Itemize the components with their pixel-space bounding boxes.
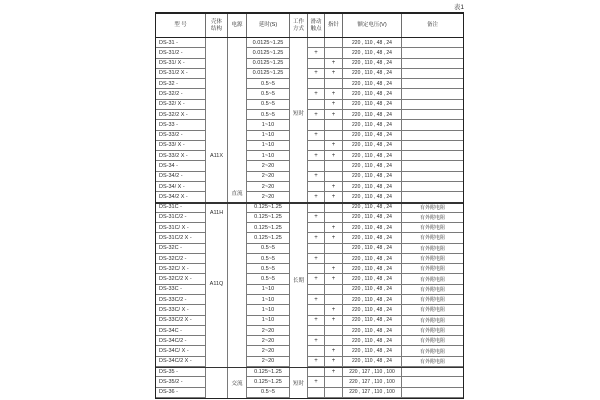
model-cell: DS-31C/ X - — [156, 223, 206, 233]
table-row — [156, 48, 463, 58]
remark-cell — [402, 120, 463, 130]
slide-contact-cell: + — [308, 192, 325, 202]
table-row — [156, 161, 463, 171]
voltage-cell: 220 , 110 , 48 , 24 — [343, 316, 402, 326]
pointer-cell: + — [325, 305, 343, 315]
model-cell: DS-34C/ X - — [156, 346, 206, 356]
model-cell: DS-33C/ X - — [156, 305, 206, 315]
voltage-cell: 220 , 110 , 48 , 24 — [343, 223, 402, 233]
slide-contact-cell: + — [308, 131, 325, 141]
model-cell: DS-32C/ X - — [156, 264, 206, 274]
model-cell: DS-31C - — [156, 203, 206, 213]
voltage-cell: 220 , 110 , 48 , 24 — [343, 244, 402, 254]
pointer-cell: + — [325, 357, 343, 367]
table-row — [156, 316, 463, 326]
remark-cell — [402, 161, 463, 171]
delay-cell: 0.125~1.25 — [247, 377, 290, 387]
voltage-cell: 220 , 110 , 48 , 24 — [343, 264, 402, 274]
model-cell: DS-35 - — [156, 367, 206, 377]
header-rated-voltage: 额定电压(V) — [343, 14, 402, 37]
remark-cell — [402, 151, 463, 161]
slide-contact-cell: + — [308, 213, 325, 223]
delay-cell: 0.5~5 — [247, 244, 290, 254]
remark-cell — [402, 367, 463, 377]
pointer-cell: + — [325, 182, 343, 192]
pointer-cell — [325, 79, 343, 89]
voltage-cell: 220 , 110 , 48 , 24 — [343, 151, 402, 161]
pointer-cell — [325, 254, 343, 264]
slide-contact-cell — [308, 388, 325, 398]
remark-cell: 有外附电阻 — [402, 274, 463, 284]
remark-cell: 有外附电阻 — [402, 285, 463, 295]
slide-contact-cell — [308, 223, 325, 233]
model-cell: DS-33/2 X - — [156, 151, 206, 161]
voltage-cell: 220 , 110 , 48 , 24 — [343, 89, 402, 99]
slide-contact-cell — [308, 141, 325, 151]
delay-cell: 0.0125~1.25 — [247, 69, 290, 79]
model-cell: DS-31C/2 X - — [156, 233, 206, 243]
slide-contact-cell: + — [308, 295, 325, 305]
remark-cell: 有外附电阻 — [402, 244, 463, 254]
remark-cell — [402, 131, 463, 141]
delay-cell: 2~20 — [247, 336, 290, 346]
table-row — [156, 326, 463, 336]
model-cell: DS-33/2 - — [156, 131, 206, 141]
pointer-cell: + — [325, 100, 343, 110]
table-row — [156, 79, 463, 89]
slide-contact-cell — [308, 59, 325, 69]
power-type-label: 交流 — [231, 380, 243, 387]
slide-contact-cell: + — [308, 336, 325, 346]
voltage-cell: 220 , 110 , 48 , 24 — [343, 192, 402, 202]
remark-cell — [402, 110, 463, 120]
remark-cell — [402, 59, 463, 69]
slide-contact-cell — [308, 285, 325, 295]
table-row — [156, 274, 463, 284]
delay-cell: 0.0125~1.25 — [247, 38, 290, 48]
pointer-cell: + — [325, 59, 343, 69]
delay-cell: 0.5~5 — [247, 254, 290, 264]
model-cell: DS-34C/2 X - — [156, 357, 206, 367]
table-row — [156, 223, 463, 233]
table-row — [156, 120, 463, 130]
delay-cell: 0.5~5 — [247, 79, 290, 89]
voltage-cell: 220 , 110 , 48 , 24 — [343, 110, 402, 120]
power-column — [228, 38, 247, 398]
remark-cell: 有外附电阻 — [402, 295, 463, 305]
pointer-cell — [325, 38, 343, 48]
table-row — [156, 388, 463, 398]
delay-cell: 0.5~5 — [247, 274, 290, 284]
model-cell: DS-36 - — [156, 388, 206, 398]
header-model: 型 号 — [156, 14, 206, 37]
pointer-cell — [325, 388, 343, 398]
work-mode-label: 长期 — [292, 277, 304, 284]
pointer-cell: + — [325, 233, 343, 243]
table-row — [156, 377, 463, 387]
remark-cell: 有外附电阻 — [402, 336, 463, 346]
pointer-cell — [325, 161, 343, 171]
voltage-cell: 220 , 110 , 48 , 24 — [343, 120, 402, 130]
model-cell: DS-32C/2 X - — [156, 274, 206, 284]
delay-cell: 1~10 — [247, 305, 290, 315]
delay-cell: 1~10 — [247, 295, 290, 305]
header-power: 电源 — [228, 14, 247, 37]
model-cell: DS-32/ X - — [156, 100, 206, 110]
table-row — [156, 244, 463, 254]
model-cell: DS-32 - — [156, 79, 206, 89]
table-row — [156, 131, 463, 141]
voltage-cell: 220 , 110 , 48 , 24 — [343, 161, 402, 171]
table-row — [156, 141, 463, 151]
voltage-cell: 220 , 110 , 48 , 24 — [343, 69, 402, 79]
voltage-cell: 220 , 127 , 110 , 100 — [343, 367, 402, 377]
table-row — [156, 100, 463, 110]
work-mode-label: 短时 — [292, 380, 304, 387]
pointer-cell — [325, 203, 343, 213]
remark-cell — [402, 79, 463, 89]
remark-cell — [402, 48, 463, 58]
table-row — [156, 264, 463, 274]
slide-contact-cell — [308, 38, 325, 48]
slide-contact-cell — [308, 161, 325, 171]
pointer-cell — [325, 48, 343, 58]
pointer-cell: + — [325, 69, 343, 79]
shell-type-label: A11H — [209, 209, 224, 216]
model-cell: DS-32/2 X - — [156, 110, 206, 120]
table-row — [156, 151, 463, 161]
model-cell: DS-31/ X - — [156, 59, 206, 69]
delay-cell: 2~20 — [247, 172, 290, 182]
delay-cell: 1~10 — [247, 141, 290, 151]
table-row — [156, 89, 463, 99]
remark-cell: 有外附电阻 — [402, 305, 463, 315]
remark-cell — [402, 69, 463, 79]
remark-cell: 有外附电阻 — [402, 254, 463, 264]
work-mode-label: 短时 — [292, 111, 304, 118]
voltage-cell: 220 , 110 , 48 , 24 — [343, 172, 402, 182]
voltage-cell: 220 , 110 , 48 , 24 — [343, 305, 402, 315]
relay-spec-table — [155, 12, 464, 399]
header-pointer: 指针 — [325, 14, 343, 37]
voltage-cell: 220 , 110 , 48 , 24 — [343, 131, 402, 141]
voltage-cell: 220 , 110 , 48 , 24 — [343, 203, 402, 213]
model-cell: DS-33C/2 - — [156, 295, 206, 305]
pointer-cell: + — [325, 274, 343, 284]
table-row — [156, 357, 463, 367]
voltage-cell: 220 , 110 , 48 , 24 — [343, 182, 402, 192]
slide-contact-cell — [308, 244, 325, 254]
slide-contact-cell — [308, 346, 325, 356]
delay-cell: 2~20 — [247, 161, 290, 171]
slide-contact-cell: + — [308, 233, 325, 243]
model-cell: DS-32/2 - — [156, 89, 206, 99]
pointer-cell — [325, 120, 343, 130]
delay-cell: 2~20 — [247, 346, 290, 356]
table-row — [156, 346, 463, 356]
work-mode-column — [290, 38, 308, 398]
remark-cell — [402, 388, 463, 398]
table-row — [156, 59, 463, 69]
table-header-row — [156, 14, 463, 38]
shell-structure-column — [206, 38, 228, 398]
pointer-cell — [325, 131, 343, 141]
voltage-cell: 220 , 110 , 48 , 24 — [343, 100, 402, 110]
table-row — [156, 38, 463, 48]
delay-cell: 0.5~5 — [247, 388, 290, 398]
delay-cell: 0.0125~1.25 — [247, 59, 290, 69]
slide-contact-cell: + — [308, 110, 325, 120]
slide-contact-cell: + — [308, 377, 325, 387]
slide-contact-cell: + — [308, 274, 325, 284]
slide-contact-cell: + — [308, 151, 325, 161]
pointer-cell — [325, 336, 343, 346]
pointer-cell: + — [325, 367, 343, 377]
delay-cell: 0.125~1.25 — [247, 233, 290, 243]
model-cell: DS-34C - — [156, 326, 206, 336]
table-row — [156, 254, 463, 264]
delay-cell: 0.5~5 — [247, 264, 290, 274]
slide-contact-cell — [308, 120, 325, 130]
voltage-cell: 220 , 110 , 48 , 24 — [343, 59, 402, 69]
remark-cell — [402, 182, 463, 192]
voltage-cell: 220 , 110 , 48 , 24 — [343, 346, 402, 356]
model-cell: DS-35/2 - — [156, 377, 206, 387]
voltage-cell: 220 , 110 , 48 , 24 — [343, 48, 402, 58]
pointer-cell — [325, 213, 343, 223]
slide-contact-cell — [308, 367, 325, 377]
slide-contact-cell — [308, 203, 325, 213]
delay-cell: 1~10 — [247, 131, 290, 141]
delay-cell: 2~20 — [247, 357, 290, 367]
remark-cell — [402, 89, 463, 99]
delay-cell: 0.125~1.25 — [247, 223, 290, 233]
slide-contact-cell — [308, 182, 325, 192]
slide-contact-cell: + — [308, 316, 325, 326]
remark-cell: 有外附电阻 — [402, 326, 463, 336]
table-row — [156, 192, 463, 202]
model-cell: DS-31/2 - — [156, 48, 206, 58]
slide-contact-cell: + — [308, 89, 325, 99]
remark-cell: 有外附电阻 — [402, 357, 463, 367]
pointer-cell: + — [325, 264, 343, 274]
remark-cell — [402, 172, 463, 182]
voltage-cell: 220 , 110 , 48 , 24 — [343, 326, 402, 336]
slide-contact-cell: + — [308, 357, 325, 367]
table-row — [156, 110, 463, 120]
pointer-cell: + — [325, 346, 343, 356]
voltage-cell: 220 , 127 , 110 , 100 — [343, 388, 402, 398]
remark-cell: 有外附电阻 — [402, 346, 463, 356]
delay-cell: 1~10 — [247, 316, 290, 326]
header-remark: 备注 — [426, 22, 438, 28]
remark-cell: 有外附电阻 — [402, 264, 463, 274]
model-cell: DS-31/2 X - — [156, 69, 206, 79]
remark-cell — [402, 192, 463, 202]
delay-cell: 0.5~5 — [247, 110, 290, 120]
pointer-cell: + — [325, 316, 343, 326]
pointer-cell: + — [325, 223, 343, 233]
model-cell: DS-33/ X - — [156, 141, 206, 151]
slide-contact-cell: + — [308, 254, 325, 264]
model-cell: DS-34/2 X - — [156, 192, 206, 202]
header-sliding-contact: 滑动 触点 — [308, 14, 325, 37]
delay-cell: 0.5~5 — [247, 100, 290, 110]
slide-contact-cell: + — [308, 48, 325, 58]
model-cell: DS-32C/2 - — [156, 254, 206, 264]
table-row — [156, 336, 463, 346]
slide-contact-cell: + — [308, 69, 325, 79]
remark-cell: 有外附电阻 — [402, 233, 463, 243]
model-cell: DS-33C/2 X - — [156, 316, 206, 326]
delay-cell: 1~10 — [247, 285, 290, 295]
pointer-cell — [325, 285, 343, 295]
voltage-cell: 220 , 110 , 48 , 24 — [343, 274, 402, 284]
delay-cell: 0.0125~1.25 — [247, 48, 290, 58]
table-row — [156, 295, 463, 305]
remark-cell: 有外附电阻 — [402, 213, 463, 223]
delay-cell: 2~20 — [247, 192, 290, 202]
delay-cell: 2~20 — [247, 182, 290, 192]
table-row — [156, 285, 463, 295]
group-divider — [156, 202, 463, 204]
remark-cell — [402, 38, 463, 48]
table-body — [156, 38, 463, 398]
pointer-cell: + — [325, 89, 343, 99]
voltage-cell: 220 , 110 , 48 , 24 — [343, 141, 402, 151]
table-row — [156, 182, 463, 192]
slide-contact-cell — [308, 326, 325, 336]
delay-cell: 0.125~1.25 — [247, 367, 290, 377]
table-row — [156, 367, 463, 377]
table-row — [156, 305, 463, 315]
model-cell: DS-34/2 - — [156, 172, 206, 182]
voltage-cell: 220 , 110 , 48 , 24 — [343, 38, 402, 48]
voltage-cell: 220 , 110 , 48 , 24 — [343, 336, 402, 346]
delay-cell: 0.5~5 — [247, 89, 290, 99]
pointer-cell — [325, 295, 343, 305]
pointer-cell — [325, 377, 343, 387]
header-shell-structure: 壳体 结构 — [206, 14, 228, 37]
voltage-cell: 220 , 110 , 48 , 24 — [343, 254, 402, 264]
header-delay: 延时(S) — [247, 14, 290, 37]
pointer-cell: + — [325, 141, 343, 151]
pointer-cell — [325, 244, 343, 254]
voltage-cell: 220 , 127 , 110 , 100 — [343, 377, 402, 387]
delay-cell: 0.125~1.25 — [247, 213, 290, 223]
pointer-cell — [325, 172, 343, 182]
voltage-cell: 220 , 110 , 48 , 24 — [343, 233, 402, 243]
table-row — [156, 69, 463, 79]
slide-contact-cell — [308, 305, 325, 315]
pointer-cell: + — [325, 151, 343, 161]
model-cell: DS-31 - — [156, 38, 206, 48]
pointer-cell: + — [325, 192, 343, 202]
shell-type-label: A11X — [209, 153, 224, 160]
voltage-cell: 220 , 110 , 48 , 24 — [343, 357, 402, 367]
table-row — [156, 213, 463, 223]
table-row — [156, 172, 463, 182]
slide-contact-cell — [308, 100, 325, 110]
group-divider — [156, 367, 463, 369]
delay-cell: 1~10 — [247, 120, 290, 130]
table-row — [156, 233, 463, 243]
model-cell: DS-34C/2 - — [156, 336, 206, 346]
voltage-cell: 220 , 110 , 48 , 24 — [343, 213, 402, 223]
power-type-label: 直流 — [231, 191, 243, 198]
pointer-cell: + — [325, 110, 343, 120]
slide-contact-cell — [308, 264, 325, 274]
remark-cell: 有外附电阻 — [402, 316, 463, 326]
slide-contact-cell — [308, 79, 325, 89]
model-cell: DS-34/ X - — [156, 182, 206, 192]
model-cell: DS-33C - — [156, 285, 206, 295]
slide-contact-cell: + — [308, 172, 325, 182]
voltage-cell: 220 , 110 , 48 , 24 — [343, 295, 402, 305]
model-cell: DS-31C/2 - — [156, 213, 206, 223]
table-caption: 表1 — [453, 4, 464, 11]
model-cell: DS-33 - — [156, 120, 206, 130]
shell-type-label: A11Q — [209, 280, 224, 287]
delay-cell: 2~20 — [247, 326, 290, 336]
remark-cell: 有外附电阻 — [402, 203, 463, 213]
voltage-cell: 220 , 110 , 48 , 24 — [343, 79, 402, 89]
delay-cell: 0.125~1.25 — [247, 203, 290, 213]
model-cell: DS-34 - — [156, 161, 206, 171]
remark-cell — [402, 377, 463, 387]
table-row — [156, 203, 463, 213]
remark-cell: 有外附电阻 — [402, 223, 463, 233]
remark-cell — [402, 100, 463, 110]
voltage-cell: 220 , 110 , 48 , 24 — [343, 285, 402, 295]
delay-cell: 1~10 — [247, 151, 290, 161]
model-cell: DS-32C - — [156, 244, 206, 254]
remark-cell — [402, 141, 463, 151]
pointer-cell — [325, 326, 343, 336]
header-work-mode: 工作 方式 — [290, 14, 308, 37]
